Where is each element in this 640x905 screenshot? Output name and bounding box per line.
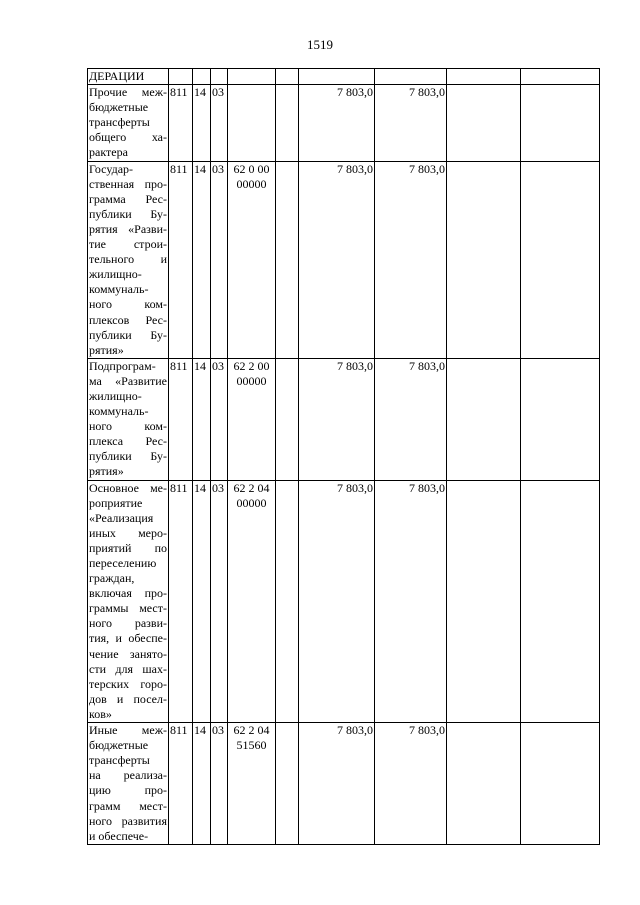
sum-cell-3 [447, 69, 521, 85]
row-name-line: Основное ме- [89, 480, 167, 495]
target-article-line: 51560 [236, 738, 267, 753]
row-name-line: роприятие [89, 495, 143, 510]
row-name-line: чение занято- [89, 646, 167, 661]
target-article-line: 00000 [236, 373, 267, 388]
row-name-line: рактера [89, 145, 128, 160]
razdel-cell: 14 [193, 358, 211, 480]
podrazdel-cell [211, 69, 228, 85]
sum-cell-3 [447, 161, 521, 358]
razdel-cell [193, 69, 211, 85]
expense-type-cell [276, 480, 299, 723]
sum-cell-2: 7 803,0 [375, 85, 447, 161]
row-name-line: иных меро- [89, 525, 167, 540]
sum-cell-1: 7 803,0 [299, 358, 375, 480]
row-name-line: дов и посел- [89, 691, 167, 706]
row-name-line: грамма Рес- [89, 191, 167, 206]
target-article-line: 62 2 04 [233, 723, 270, 738]
row-name-line: рятия» [89, 342, 124, 357]
sum-cell-1 [299, 69, 375, 85]
row-name-cell [88, 69, 169, 85]
row-name-line: публики Бу- [89, 449, 167, 464]
target-article-line: 00000 [236, 176, 267, 191]
row-name-line: трансферты [89, 753, 150, 768]
sum-cell-4 [521, 69, 600, 85]
budget-table [87, 68, 600, 845]
row-name-line: жилищно- [89, 267, 142, 282]
podrazdel-cell: 03 [211, 723, 228, 845]
razdel-cell: 14 [193, 480, 211, 723]
target-article-line: 62 2 04 [233, 480, 270, 495]
row-name-line: Прочие меж- [89, 85, 167, 100]
sum-cell-4 [521, 161, 600, 358]
row-name-line: ственная про- [89, 176, 167, 191]
target-article-line: 62 2 00 [233, 358, 270, 373]
row-name-line: тия, и обеспе- [89, 631, 167, 646]
target-article-cell [228, 161, 276, 358]
row-name-line: коммуналь- [89, 282, 149, 297]
row-name-line: граждан, [89, 571, 135, 586]
row-name-line: граммы мест- [89, 601, 167, 616]
sum-cell-3 [447, 358, 521, 480]
razdel-cell: 14 [193, 85, 211, 161]
expense-type-cell [276, 723, 299, 845]
row-name-line: тие строи- [89, 237, 167, 252]
sum-cell-2 [375, 69, 447, 85]
page-number: 1519 [307, 37, 333, 52]
row-name-line: ного ком- [89, 297, 167, 312]
row-name-line: ного разви- [89, 616, 167, 631]
row-name-line: ного ком- [89, 419, 167, 434]
row-name-line: включая про- [89, 586, 167, 601]
table-row [88, 358, 600, 480]
row-name-line: цию про- [89, 783, 167, 798]
row-name-line: и обеспече- [89, 828, 149, 843]
sum-cell-4 [521, 85, 600, 161]
row-name-line: «Реализация [89, 510, 154, 525]
table-row [88, 85, 600, 161]
table-row [88, 69, 600, 85]
row-name-line: Иные меж- [89, 723, 167, 738]
expense-type-cell [276, 161, 299, 358]
row-name-line: ДЕРАЦИИ [89, 69, 145, 83]
target-article-cell [228, 723, 276, 845]
row-name-line: плекса Рес- [89, 434, 167, 449]
row-name-line: рятия» [89, 464, 124, 479]
razdel-cell: 14 [193, 161, 211, 358]
sum-cell-1: 7 803,0 [299, 480, 375, 723]
grbs-cell: 811 [169, 358, 193, 480]
sum-cell-3 [447, 480, 521, 723]
sum-cell-4 [521, 480, 600, 723]
podrazdel-cell: 03 [211, 85, 228, 161]
row-name-line: ков» [89, 706, 112, 721]
sum-cell-2: 7 803,0 [375, 358, 447, 480]
sum-cell-4 [521, 723, 600, 845]
grbs-cell: 811 [169, 85, 193, 161]
row-name-line: тельного и [89, 252, 167, 267]
row-name-cell [88, 85, 169, 161]
row-name-cell [88, 723, 169, 845]
expense-type-cell [276, 358, 299, 480]
row-name-cell [88, 358, 169, 480]
sum-cell-2: 7 803,0 [375, 723, 447, 845]
sum-cell-2: 7 803,0 [375, 480, 447, 723]
target-article-cell [228, 358, 276, 480]
row-name-line: Подпрограм- [89, 358, 156, 373]
sum-cell-1: 7 803,0 [299, 85, 375, 161]
row-name-line: переселению [89, 556, 157, 570]
row-name-line: ного развития [89, 813, 167, 828]
grbs-cell: 811 [169, 723, 193, 845]
sum-cell-3 [447, 85, 521, 161]
table-row [88, 723, 600, 845]
row-name-line: приятий по [89, 540, 167, 555]
sum-cell-3 [447, 723, 521, 845]
sum-cell-4 [521, 358, 600, 480]
row-name-line: публики Бу- [89, 327, 167, 342]
razdel-cell: 14 [193, 723, 211, 845]
row-name-line: терских горо- [89, 676, 167, 691]
target-article-cell [228, 69, 276, 85]
sum-cell-2: 7 803,0 [375, 161, 447, 358]
target-article-line: 00000 [236, 495, 267, 510]
row-name-line: коммуналь- [89, 404, 149, 419]
podrazdel-cell: 03 [211, 480, 228, 723]
row-name-line: сти для шах- [89, 661, 167, 676]
row-name-line: ма «Развитие [89, 373, 167, 388]
podrazdel-cell: 03 [211, 358, 228, 480]
target-article-line: 62 0 00 [233, 161, 270, 176]
podrazdel-cell: 03 [211, 161, 228, 358]
row-name-line: публики Бу- [89, 206, 167, 221]
expense-type-cell [276, 69, 299, 85]
grbs-cell [169, 69, 193, 85]
row-name-line: бюджетные [89, 738, 149, 753]
table-row [88, 161, 600, 358]
row-name-line: трансферты [89, 115, 150, 130]
row-name-line: грамм мест- [89, 798, 167, 813]
target-article-cell [228, 480, 276, 723]
sum-cell-1: 7 803,0 [299, 723, 375, 845]
row-name-line: жилищно- [89, 388, 142, 403]
row-name-cell [88, 480, 169, 723]
target-article-cell [228, 85, 276, 161]
grbs-cell: 811 [169, 161, 193, 358]
row-name-cell [88, 161, 169, 358]
row-name-line: плексов Рес- [89, 312, 167, 327]
row-name-line: на реализа- [89, 768, 167, 783]
sum-cell-1: 7 803,0 [299, 161, 375, 358]
row-name-line: бюджетные [89, 100, 149, 115]
expense-type-cell [276, 85, 299, 161]
table-row [88, 480, 600, 723]
grbs-cell: 811 [169, 480, 193, 723]
row-name-line: общего ха- [89, 130, 167, 145]
row-name-line: Государ- [89, 161, 134, 176]
row-name-line: рятия «Разви- [89, 221, 167, 236]
